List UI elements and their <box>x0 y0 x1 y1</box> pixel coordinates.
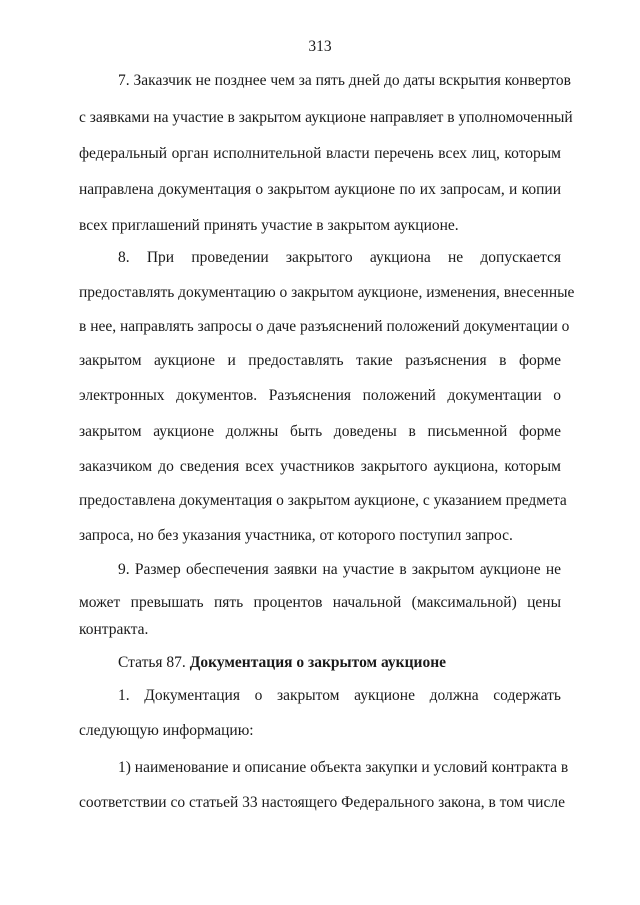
text-line: с заявками на участие в закрытом аукционе направляет в уполномоченный <box>79 109 573 126</box>
text-line: запроса, но без указания участника, от которого поступил запрос. <box>79 527 513 544</box>
text-line: электронных документов. Разъяснения положений документации о <box>79 387 561 404</box>
text-line: закрытом аукционе и предоставлять такие разъяснения в форме <box>79 352 561 369</box>
text-line: закрытом аукционе должны быть доведены в письменной форме <box>79 423 561 440</box>
article-heading <box>118 654 446 672</box>
text-line: контракта. <box>79 621 149 638</box>
article-heading-title: Документация о закрытом аукционе <box>189 654 447 671</box>
text-line: 7. Заказчик не позднее чем за пять дней до даты вскрытия конвертов <box>118 72 571 89</box>
text-line: в нее, направлять запросы о даче разъяснений положений документации о <box>79 318 570 335</box>
text-line: 9. Размер обеспечения заявки на участие в закрытом аукционе не <box>118 561 561 578</box>
text-line: всех приглашений принять участие в закрытом аукционе. <box>79 217 459 234</box>
text-line: предоставлена документация о закрытом аукционе, с указанием предмета <box>79 492 567 509</box>
text-line: 1. Документация о закрытом аукционе должна содержать <box>118 687 561 704</box>
text-line: 1) наименование и описание объекта закупки и условий контракта в <box>118 759 569 776</box>
text-line: соответствии со статьей 33 настоящего Федерального закона, в том числе <box>79 794 565 811</box>
text-line: заказчиком до сведения всех участников закрытого аукциона, которым <box>79 458 561 475</box>
text-line: следующую информацию: <box>79 722 254 739</box>
text-line: направлена документация о закрытом аукционе по их запросам, и копии <box>79 181 561 198</box>
text-line: федеральный орган исполнительной власти перечень всех лиц, которым <box>79 145 561 162</box>
article-heading-prefix: Статья 87. <box>118 654 190 671</box>
text-line: предоставлять документацию о закрытом аукционе, изменения, внесенные <box>79 284 575 301</box>
page-number: 313 <box>308 38 332 55</box>
text-line: 8. При проведении закрытого аукциона не допускается <box>118 249 561 266</box>
text-line: может превышать пять процентов начальной (максимальной) цены <box>79 594 561 611</box>
